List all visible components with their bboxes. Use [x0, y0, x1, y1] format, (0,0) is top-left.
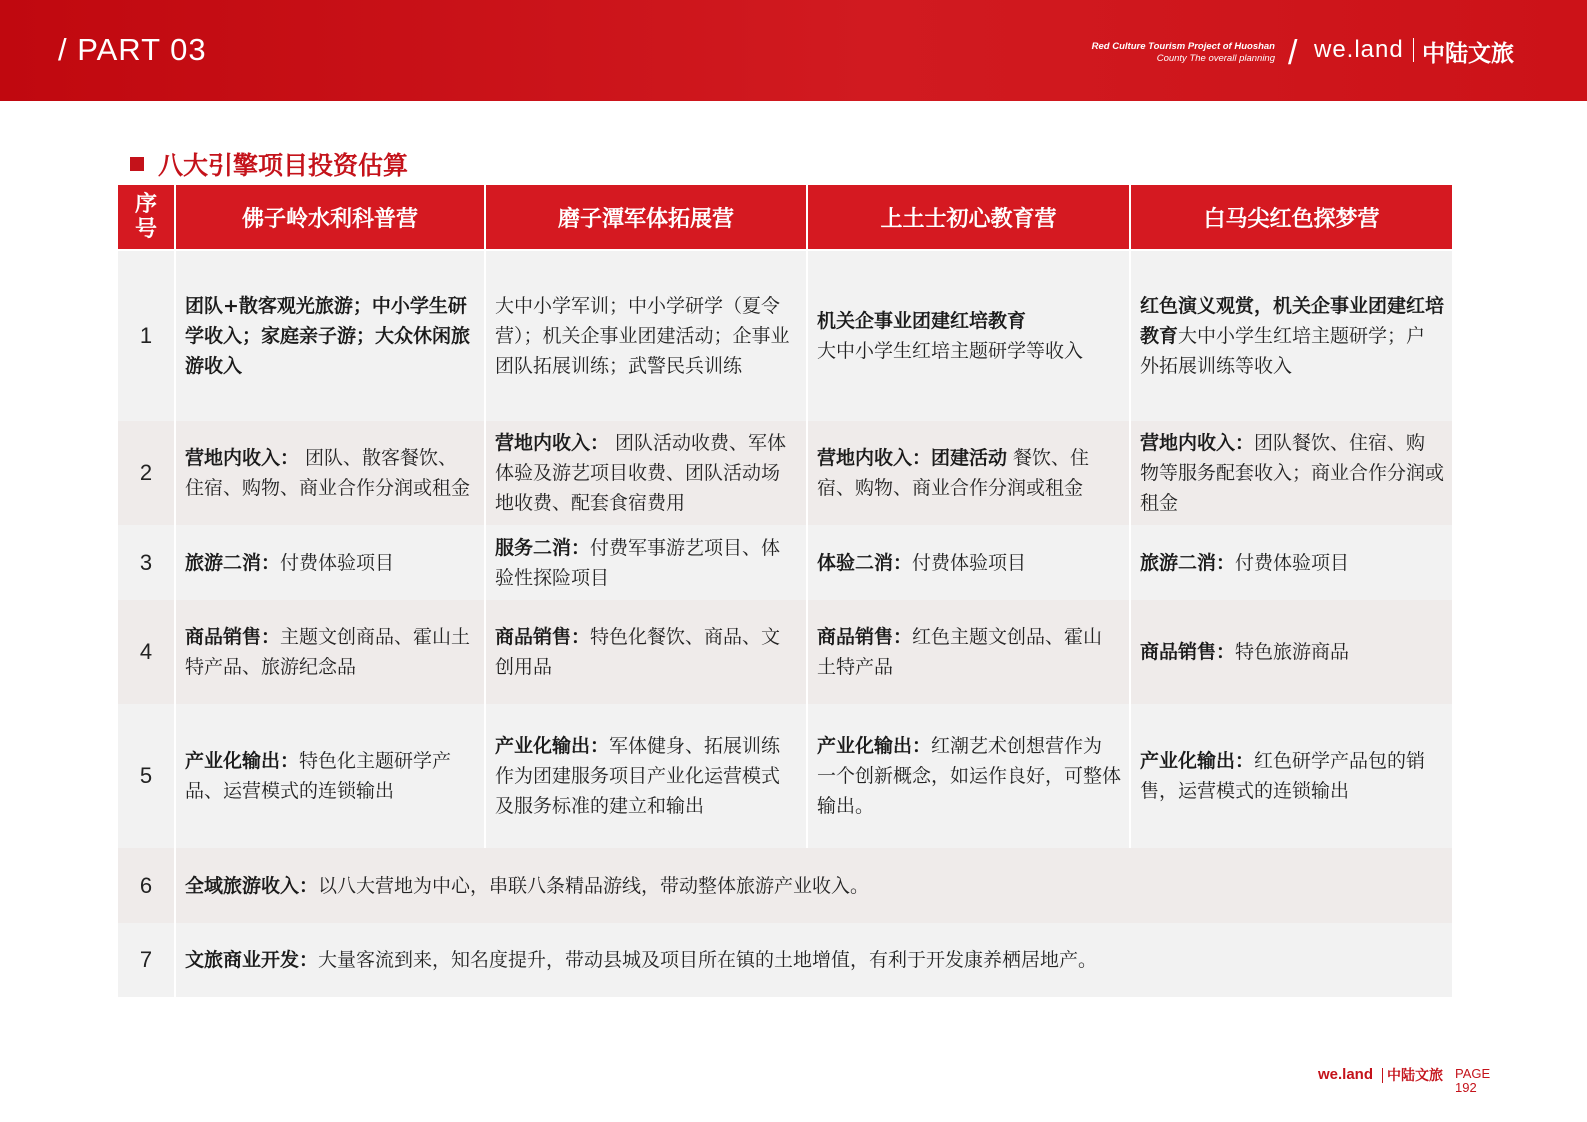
footer-logo-cn: 中陆文旅 — [1387, 1068, 1443, 1084]
table-row — [118, 923, 1452, 997]
cell — [1130, 704, 1452, 848]
cell — [175, 600, 485, 704]
wide-cell — [175, 923, 1452, 997]
table-row — [118, 848, 1452, 923]
cell-bold: 商品销售： — [1140, 641, 1236, 663]
cell-text: 团队餐饮、住宿、购物等服务配套收入；商业合作分润或租金 — [1140, 432, 1445, 514]
footer-divider — [1382, 1068, 1383, 1083]
cell-text: 付费军事游艺项目、体验性探险项目 — [495, 536, 781, 589]
section-title-text: 八大引擎项目投资估算 — [158, 151, 409, 180]
part-label: / PART 03 — [58, 32, 207, 67]
cell — [807, 704, 1130, 848]
cell-text: 大中小学军训；中小学研学（夏令营）；机关企事业团建活动；企事业团队拓展训练；武警民兵训练 — [495, 295, 790, 377]
cell-bold: 团队+散客观光旅游；中小学生研学收入；家庭亲子游；大众休闲旅游收入 — [185, 295, 471, 377]
column-header-baimajian: 白马尖红色探梦营 — [1130, 185, 1452, 249]
cell — [1130, 251, 1452, 421]
cell-bold: 商品销售： — [495, 626, 591, 648]
row-seq: 6 — [118, 848, 175, 923]
table-header-row — [118, 185, 1452, 249]
cell-text: 大量客流到来，知名度提升，带动县城及项目所在镇的土地增值，有利于开发康养栖居地产。 — [318, 949, 1098, 971]
brand-logo-en: we.land — [1314, 36, 1404, 63]
square-bullet-icon — [130, 157, 144, 171]
project-caption — [1092, 41, 1275, 65]
cell-bold: 全域旅游收入： — [185, 874, 319, 897]
cell — [485, 421, 807, 525]
cell — [1130, 421, 1452, 525]
cell-bold: 产业化输出： — [185, 750, 300, 772]
cell-bold: 体验二消： — [817, 551, 913, 574]
seq-header — [118, 185, 175, 249]
section-title — [130, 146, 408, 182]
header-slash: / — [1288, 34, 1298, 72]
cell-bold: 服务二消： — [495, 536, 591, 559]
cell — [807, 251, 1130, 421]
table-row — [118, 704, 1452, 848]
project-caption-line2: County The overall planning — [1156, 53, 1275, 64]
cell-text: 付费体验项目 — [1235, 551, 1350, 574]
cell-text: 特色化主题研学产品、运营模式的连锁输出 — [185, 750, 452, 802]
wide-cell — [175, 848, 1452, 923]
cell-bold: 旅游二消： — [185, 551, 281, 574]
table-row — [118, 600, 1452, 704]
project-caption-line1: Red Culture Tourism Project of Huoshan — [1091, 41, 1275, 52]
cell-bold: 商品销售： — [185, 626, 281, 648]
cell — [175, 525, 485, 600]
cell — [485, 704, 807, 848]
cell-text: 红潮艺术创想营作为一个创新概念，如运作良好，可整体输出。 — [817, 735, 1122, 817]
cell-text: 付费体验项目 — [912, 551, 1027, 574]
row-seq: 4 — [118, 600, 175, 704]
cell-bold: 产业化输出： — [1140, 750, 1255, 772]
cell — [1130, 600, 1452, 704]
cell — [1130, 525, 1452, 600]
column-header-mozitan: 磨子潭军体拓展营 — [485, 185, 807, 249]
seq-header-line1: 序 — [134, 192, 157, 217]
cell-text: 特色化餐饮、商品、文创用品 — [495, 626, 781, 678]
cell-bold: 商品销售： — [817, 626, 913, 648]
cell-bold: 产业化输出： — [817, 735, 932, 757]
seq-header-line2: 号 — [134, 217, 157, 242]
cell-text: 团队、散客餐饮、住宿、购物、商业合作分润或租金 — [185, 447, 471, 499]
page-number: 192 — [1455, 1080, 1477, 1095]
cell — [485, 600, 807, 704]
cell — [175, 421, 485, 525]
cell-text: 团队活动收费、军体体验及游艺项目收费、团队活动场地收费、配套食宿费用 — [495, 432, 787, 514]
page-indicator — [1455, 1067, 1490, 1095]
cell-bold: 营地内收入： — [495, 432, 610, 454]
cell-bold: 文旅商业开发： — [185, 949, 319, 971]
cell — [175, 251, 485, 421]
cell-bold: 产业化输出： — [495, 735, 610, 757]
cell — [175, 704, 485, 848]
column-header-shangtushi: 上土士初心教育营 — [807, 185, 1130, 249]
table-row — [118, 251, 1452, 421]
row-seq: 5 — [118, 704, 175, 848]
cell-bold: 营地内收入：团建活动 — [817, 447, 1008, 469]
row-seq: 3 — [118, 525, 175, 600]
row-seq: 2 — [118, 421, 175, 525]
cell-bold: 旅游二消： — [1140, 551, 1236, 574]
brand-logo-cn: 中陆文旅 — [1422, 41, 1514, 67]
cell — [807, 525, 1130, 600]
cell-text: 付费体验项目 — [280, 551, 395, 574]
cell — [485, 525, 807, 600]
cell-text: 餐饮、住宿、购物、商业合作分润或租金 — [817, 447, 1090, 499]
table-row — [118, 421, 1452, 525]
investment-table — [118, 185, 1452, 997]
brand-divider — [1413, 38, 1414, 62]
header-banner — [0, 0, 1587, 101]
page-label: PAGE — [1455, 1066, 1491, 1081]
cell-text: 大中小学生红培主题研学；户外拓展训练等收入 — [1140, 325, 1426, 377]
cell-text: 以八大营地为中心，串联八条精品游线，带动整体旅游产业收入。 — [318, 874, 870, 897]
cell-text: 红色主题文创品、霍山土特产品 — [817, 626, 1103, 678]
table-row — [118, 525, 1452, 600]
cell-text: 大中小学生红培主题研学等收入 — [817, 340, 1084, 362]
cell — [807, 600, 1130, 704]
cell-text: 特色旅游商品 — [1235, 641, 1350, 663]
cell-bold: 营地内收入： — [1140, 432, 1255, 454]
cell-text: 红色研学产品包的销售，运营模式的连锁输出 — [1140, 750, 1426, 802]
column-header-foziling: 佛子岭水利科普营 — [175, 185, 485, 249]
cell — [807, 421, 1130, 525]
row-seq: 7 — [118, 923, 175, 997]
row-seq: 1 — [118, 251, 175, 421]
footer-logo-en: we.land — [1318, 1066, 1374, 1083]
cell-bold: 机关企事业团建红培教育 — [817, 310, 1027, 332]
cell-text: 主题文创商品、霍山土特产品、旅游纪念品 — [185, 626, 471, 678]
cell — [485, 251, 807, 421]
cell-bold: 营地内收入： — [185, 447, 300, 469]
cell-bold: 红色演义观赏，机关企事业团建红培教育 — [1140, 295, 1445, 347]
cell-text: 军体健身、拓展训练作为团建服务项目产业化运营模式及服务标准的建立和输出 — [495, 735, 781, 817]
